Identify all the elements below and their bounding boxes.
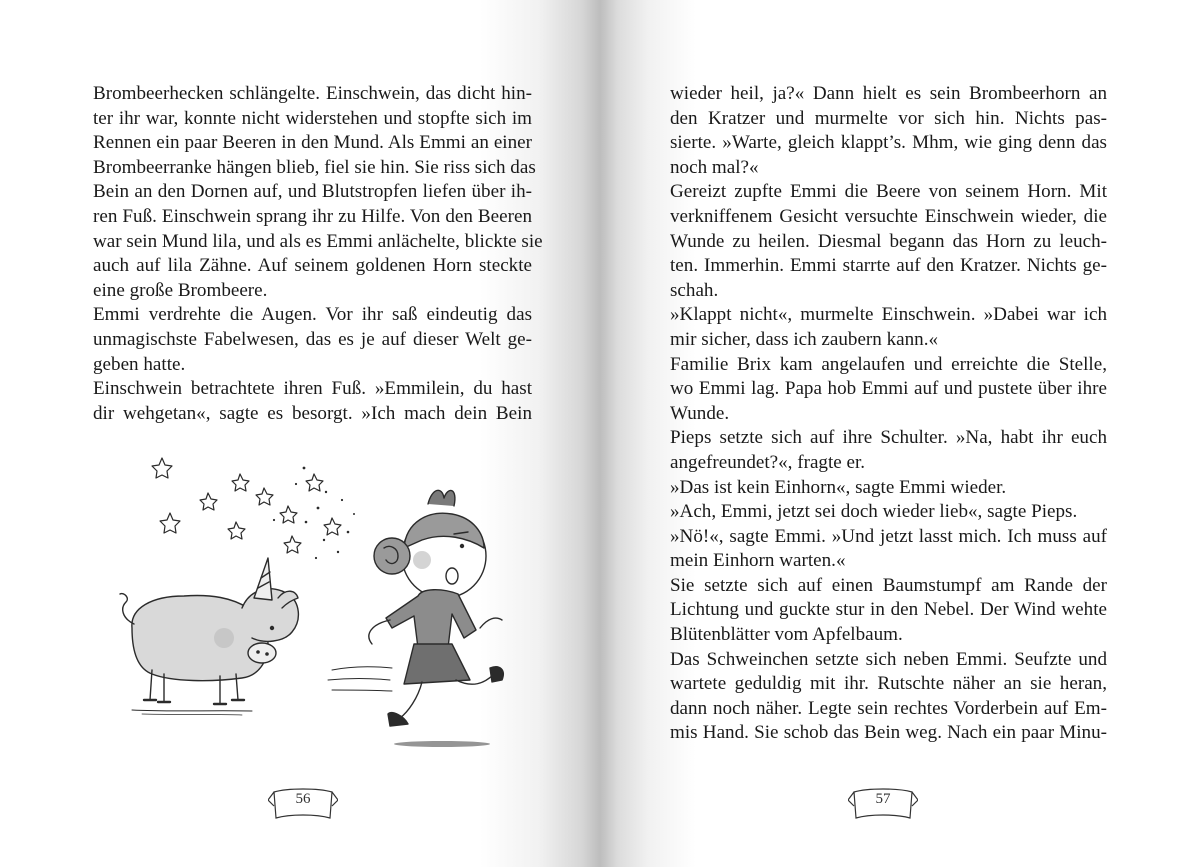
pig-snout	[248, 643, 276, 663]
girl-shirt	[386, 590, 476, 648]
text-line: schah.	[670, 279, 719, 301]
pig-and-girl-illustration	[92, 448, 552, 758]
text-line: angefreundet?«, fragte er.	[670, 451, 866, 473]
pig-horn	[254, 558, 272, 600]
text-line: wartete geduldig mit ihr. Rutschte näher an sie heran,	[670, 673, 1107, 695]
text-line: sierte. »Warte, gleich klappt’s. Mhm, wie ging denn das	[670, 132, 1107, 154]
right-page-text	[670, 82, 1107, 746]
text-line: »Das ist kein Einhorn«, sagte Emmi wieder.	[670, 476, 1007, 498]
text-line: Wunde zu heilen. Diesmal begann das Horn zu leuch-	[670, 230, 1107, 252]
girl-shoe	[490, 667, 503, 682]
text-line: ren Fuß. Einschwein sprang ihr zu Hilfe. Von den Beeren	[93, 205, 532, 227]
text-line: Blütenblätter vom Apfelbaum.	[670, 624, 903, 646]
text-line: ter ihr war, konnte nicht widerstehen und stopfte sich im	[93, 107, 532, 129]
text-line: Pieps setzte sich auf ihre Schulter. »Na, habt ihr euch	[670, 427, 1107, 449]
text-line: den Kratzer und murmelte vor sich hin. Nichts pas-	[670, 107, 1107, 129]
girl-skirt	[404, 644, 470, 684]
text-line: ten. Immerhin. Emmi starrte auf den Kratzer. Nichts ge-	[670, 255, 1107, 277]
text-line: geben hatte.	[93, 353, 186, 375]
sparkle-stars	[152, 458, 341, 553]
text-line: Bein an den Dornen auf, und Blutstropfen liefen über ih-	[93, 181, 532, 203]
text-line: mein Einhorn warten.«	[670, 550, 846, 572]
text-line: unmagischste Fabelwesen, das es je auf dieser Welt ge-	[93, 328, 532, 350]
left-page-text	[93, 82, 543, 426]
text-line: mis Hand. Sie schob das Bein weg. Nach ein paar Minu-	[670, 722, 1107, 744]
text-line: »Nö!«, sagte Emmi. »Und jetzt lasst mich. Ich muss auf	[670, 525, 1107, 547]
text-line: Emmi verdrehte die Augen. Vor ihr saß eindeutig das	[93, 304, 532, 326]
text-line: wo Emmi lag. Papa hob Emmi auf und pustete über ihre	[670, 378, 1107, 400]
page-number: 57	[875, 791, 891, 807]
girl-hair-bun	[374, 538, 410, 574]
text-line: verkniffenem Gesicht versuchte Einschwein wieder, die	[670, 205, 1107, 227]
pig-tail	[120, 594, 134, 624]
text-line: wieder heil, ja?« Dann hielt es sein Brombeerhorn an	[670, 83, 1107, 104]
text-line: dir wehgetan«, sagte es besorgt. »Ich mach dein Bein	[93, 402, 532, 424]
text-line: Sie setzte sich auf einen Baumstumpf am Rande der	[670, 574, 1107, 596]
text-line: Gereizt zupfte Emmi die Beere von seinem Horn. Mit	[670, 181, 1107, 203]
page-number-banner	[848, 782, 918, 826]
text-line: Einschwein betrachtete ihren Fuß. »Emmilein, du hast	[93, 378, 532, 400]
text-line: »Klappt nicht«, murmelte Einschwein. »Dabei war ich	[670, 304, 1107, 326]
text-line: Brombeerranke hängen blieb, fiel sie hin. Sie riss sich das	[93, 156, 536, 178]
text-line: war sein Mund lila, und als es Emmi anlächelte, blickte sie	[93, 230, 543, 252]
text-line: mir sicher, dass ich zaubern kann.«	[670, 328, 939, 350]
right-page	[600, 0, 1200, 867]
text-line: Brombeerhecken schlängelte. Einschwein, das dicht hin-	[93, 83, 532, 104]
girl-shoe	[388, 713, 408, 726]
text-line: »Ach, Emmi, jetzt sei doch wieder lieb«, sagte Pieps.	[670, 501, 1078, 523]
sparkle-dots	[273, 467, 355, 559]
text-line: noch mal?«	[670, 156, 759, 178]
text-line: Das Schweinchen setzte sich neben Emmi. Seufzte und	[670, 648, 1107, 670]
page-number: 56	[295, 791, 311, 807]
text-line: dann noch näher. Legte sein rechtes Vorderbein auf Em-	[670, 697, 1107, 719]
text-line: Rennen ein paar Beeren in den Mund. Als Emmi an einer	[93, 132, 532, 154]
text-line: Familie Brix kam angelaufen und erreichte die Stelle,	[670, 353, 1107, 375]
text-line: eine große Brombeere.	[93, 279, 268, 301]
page-number-banner	[268, 782, 338, 826]
text-line: auch auf lila Zähne. Auf seinem goldenen Horn steckte	[93, 255, 532, 277]
text-line: Lichtung und guckte stur in den Nebel. Der Wind wehte	[670, 599, 1107, 621]
text-line: Wunde.	[670, 402, 730, 424]
